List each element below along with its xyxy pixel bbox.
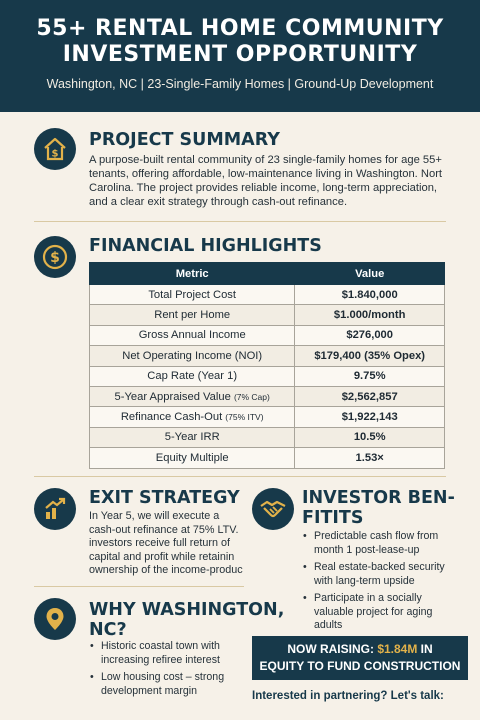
raising-suffix: IN [417, 642, 433, 656]
benefits-bullet: • Participate in a socially valuable project for aging adults [302, 592, 462, 633]
exit-text: In Year 5, we will execute a cash-out refinance at 75% LTV. investors receive full return of capital and profit while retainin ownership of the income-produc [89, 510, 243, 576]
raising-prefix: NOW RAISING: [287, 642, 378, 656]
divider [34, 221, 446, 222]
benefits-bullet: • Predictable cash flow from month 1 post-lease-up [302, 530, 462, 557]
metric-cell [90, 285, 295, 305]
value-cell: 1.53× [295, 448, 445, 468]
benefits-bullet: • Real estate-backed security with lang-term upside [302, 561, 462, 588]
svg-text:$: $ [50, 250, 60, 266]
metric-note: (75% ITV) [225, 412, 264, 423]
house-dollar-icon [34, 128, 76, 170]
table-row [90, 285, 445, 305]
metric-cell [90, 366, 295, 386]
dollar-coin-icon [34, 236, 76, 278]
metric-label: Gross Annual Income [138, 329, 246, 342]
raising-amount: $1.84M [377, 642, 418, 656]
raising-banner [252, 636, 468, 680]
value-cell: $1,922,143 [295, 407, 445, 427]
why-title [89, 600, 284, 640]
benefits-bullet-list [302, 530, 462, 637]
metric-cell [90, 386, 295, 406]
table-row [90, 305, 445, 325]
value-cell: $1.000/month [295, 305, 445, 325]
exit-title: EXIT STRATEGY [89, 488, 240, 508]
metric-label: Cap Rate (Year 1) [147, 370, 238, 383]
column-header-metric: Metric [90, 263, 295, 285]
page-subtitle: Washington, NC | 23-Single-Family Homes | Ground-Up Development [46, 77, 434, 91]
table-row [90, 448, 445, 468]
benefits-title [302, 488, 455, 528]
metric-label: Refinance Cash-Out [120, 411, 223, 424]
table-row [90, 386, 445, 406]
why-title-line-2: NC? [89, 620, 127, 640]
metric-cell [90, 448, 295, 468]
metric-cell [90, 346, 295, 366]
summary-title: PROJECT SUMMARY [89, 130, 280, 150]
benefits-title-line-2: FITITS [302, 508, 364, 528]
divider [34, 476, 446, 477]
svg-text:$: $ [51, 148, 59, 160]
table-row [90, 325, 445, 345]
location-pin-icon [34, 598, 76, 640]
table-header-row [90, 263, 445, 285]
page-title [0, 0, 480, 68]
raising-line-1 [252, 641, 468, 658]
financials-title: FINANCIAL HIGHLIGHTS [89, 236, 322, 256]
metric-note: (7% Cap) [233, 391, 270, 402]
table-row [90, 366, 445, 386]
metric-label: Net Operating Income (NOI) [122, 349, 263, 362]
table-row [90, 346, 445, 366]
summary-text: A purpose-built rental community of 23 single-family homes for age 55+ tenants, offering affordable, low-maintenance living in Washington. Nort Carolina. The project provides reliable income, long-term appreciation, and a clear exit strategy through cash-out refinance. [89, 154, 443, 208]
title-line-1: 55+ RENTAL HOME COMMUNITY [36, 16, 444, 41]
contact-prompt: Interested in partnering? Let's talk: [252, 690, 444, 702]
why-bullet: • Historic coastal town with increasing refiree interest [89, 640, 247, 667]
value-cell: 9.75% [295, 366, 445, 386]
financial-table [89, 262, 445, 469]
metric-cell [90, 305, 295, 325]
handshake-icon [252, 488, 294, 530]
table-body [90, 285, 445, 469]
metric-cell [90, 325, 295, 345]
value-cell: $179,400 (35% Opex) [295, 346, 445, 366]
value-cell: 10.5% [295, 427, 445, 447]
raising-line-2: EQUITY TO FUND CONSTRUCTION [259, 659, 461, 673]
value-cell: $2,562,857 [295, 386, 445, 406]
benefits-title-line-1: INVESTOR BEN- [302, 488, 455, 508]
why-bullet: • Low housing cost – strong development margin [89, 671, 247, 698]
metric-label: Total Project Cost [148, 288, 237, 301]
metric-label: 5-Year IRR [164, 431, 220, 444]
why-title-line-1: WHY WASHINGTON, [89, 600, 285, 620]
metric-label: Rent per Home [154, 309, 231, 322]
table-row [90, 427, 445, 447]
metric-label: 5-Year Appraised Value [114, 390, 231, 403]
value-cell: $276,000 [295, 325, 445, 345]
metric-cell [90, 427, 295, 447]
growth-chart-icon [34, 488, 76, 530]
column-header-value: Value [295, 263, 445, 285]
value-cell: $1.840,000 [295, 285, 445, 305]
table-row [90, 407, 445, 427]
why-bullet-list [89, 640, 247, 702]
title-line-2: INVESTMENT OPPORTUNITY [62, 42, 418, 67]
metric-cell [90, 407, 295, 427]
divider [34, 586, 244, 587]
metric-label: Equity Multiple [155, 451, 229, 464]
header-banner [0, 0, 480, 112]
